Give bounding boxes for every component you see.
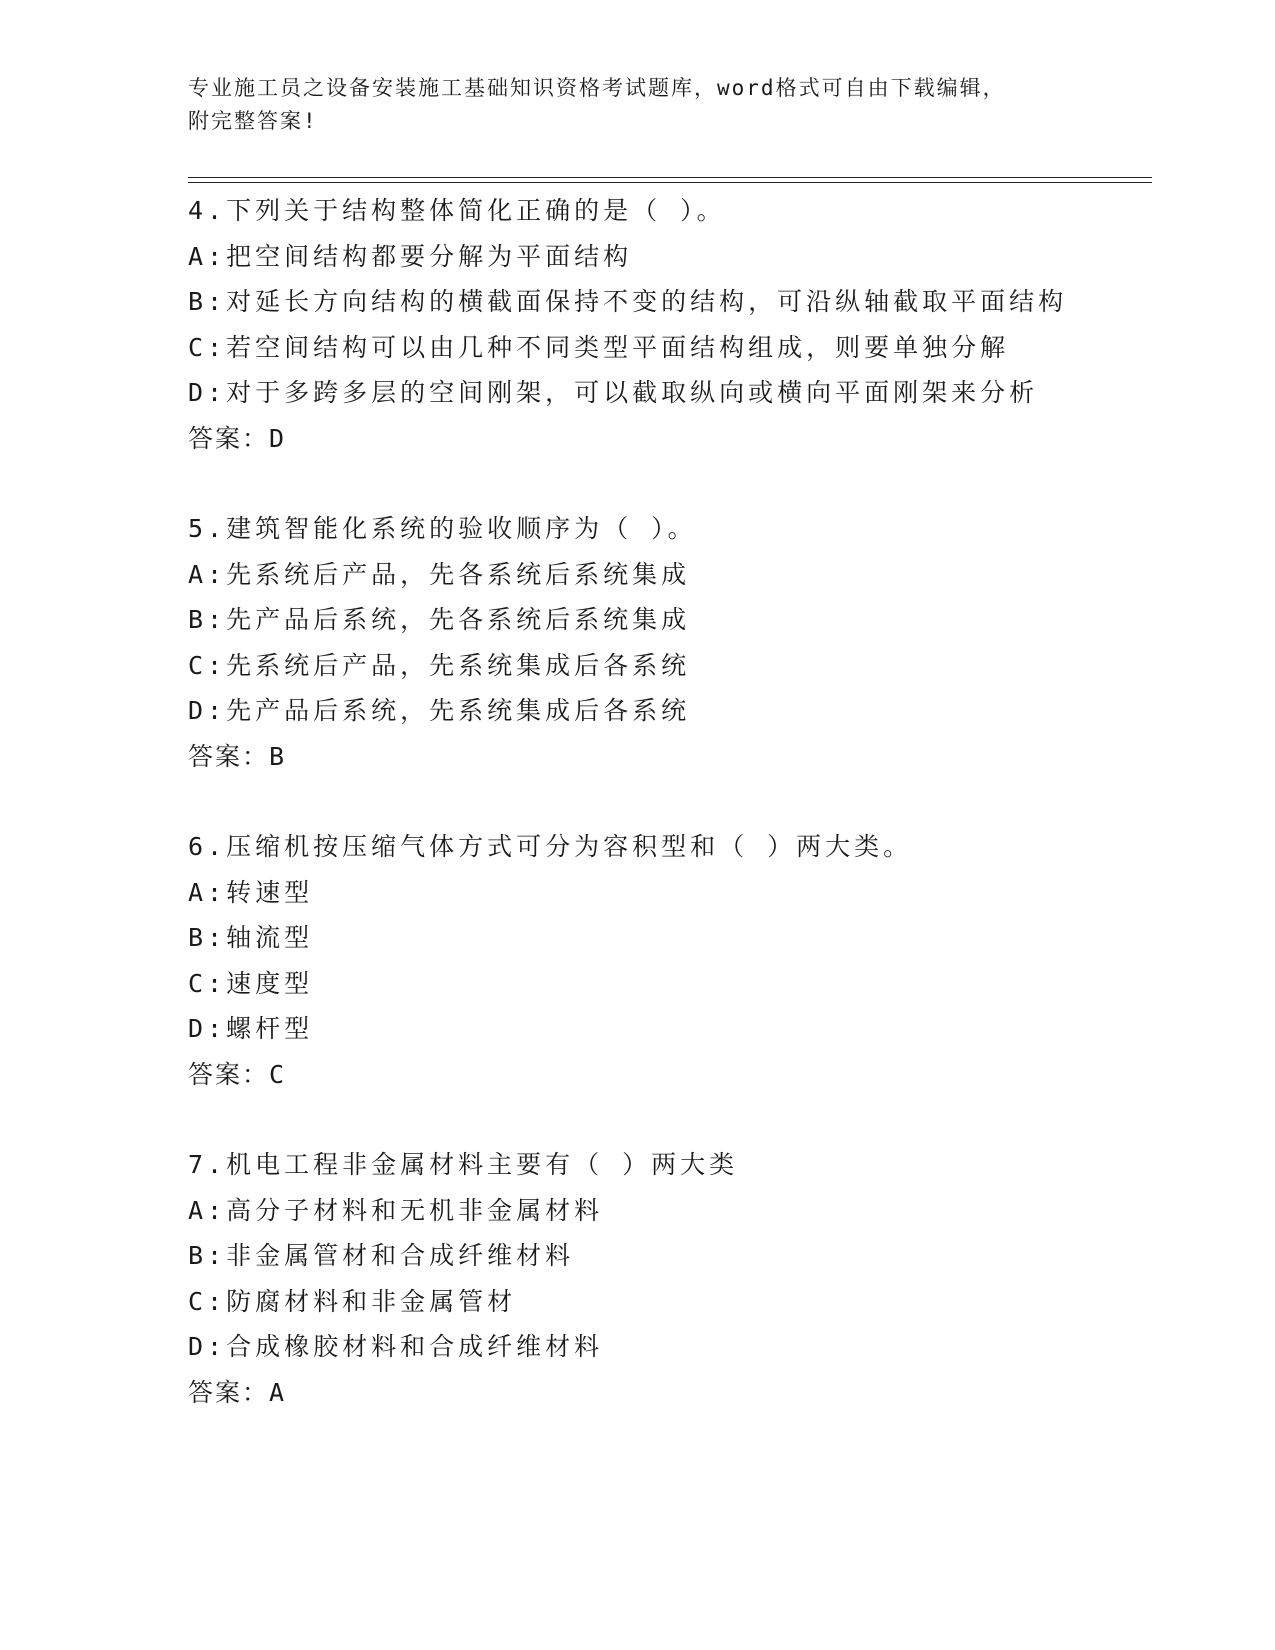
header-line-1: 专业施工员之设备安装施工基础知识资格考试题库，word格式可自由下载编辑， (188, 76, 1006, 100)
option-c: C:若空间结构可以由几种不同类型平面结构组成，则要单独分解 (188, 332, 1010, 362)
answer-label: 答案： (188, 1059, 270, 1089)
option-d: D:螺杆型 (188, 1014, 314, 1043)
header-line-2: 附完整答案! (188, 109, 318, 133)
answer-label: 答案： (188, 1377, 270, 1407)
question-list (188, 188, 1168, 1460)
question-stem: 4.下列关于结构整体简化正确的是（ ）。 (188, 196, 726, 225)
option-a: A:把空间结构都要分解为平面结构 (188, 241, 633, 271)
answer-line (188, 734, 1168, 780)
option-c: C:防腐材料和非金属管材 (188, 1286, 517, 1316)
answer-value: B (269, 741, 287, 771)
answer-label: 答案： (188, 741, 270, 771)
header-divider-bottom (188, 182, 1152, 183)
option-a: A:高分子材料和无机非金属材料 (188, 1195, 604, 1225)
question-stem: 7.机电工程非金属材料主要有（ ）两大类 (188, 1150, 739, 1179)
option-b: B:对延长方向结构的横截面保持不变的结构，可沿纵轴截取平面结构 (188, 287, 1068, 316)
answer-value: A (269, 1377, 287, 1407)
option-d: D:对于多跨多层的空间刚架，可以截取纵向或横向平面刚架来分析 (188, 378, 1039, 407)
answer-label: 答案： (188, 423, 270, 453)
answer-line (188, 1052, 1168, 1098)
answer-value: C (269, 1059, 287, 1089)
option-a: A:先系统后产品，先各系统后系统集成 (188, 559, 691, 589)
option-c: C:速度型 (188, 968, 314, 998)
option-d: D:先产品后系统，先系统集成后各系统 (188, 696, 691, 725)
option-c: C:先系统后产品，先系统集成后各系统 (188, 650, 691, 680)
answer-line (188, 416, 1168, 462)
option-b: B:轴流型 (188, 923, 314, 952)
answer-value: D (269, 423, 287, 453)
question-7 (188, 1142, 1168, 1415)
header-divider-top (188, 177, 1152, 178)
option-a: A:转速型 (188, 877, 314, 907)
question-6 (188, 824, 1168, 1097)
option-b: B:非金属管材和合成纤维材料 (188, 1241, 575, 1270)
answer-line (188, 1370, 1168, 1416)
document-header (188, 72, 1088, 138)
question-stem: 6.压缩机按压缩气体方式可分为容积型和（ ）两大类。 (188, 832, 913, 861)
option-d: D:合成橡胶材料和合成纤维材料 (188, 1332, 604, 1361)
question-stem: 5.建筑智能化系统的验收顺序为（ ）。 (188, 514, 697, 543)
question-5 (188, 506, 1168, 779)
option-b: B:先产品后系统，先各系统后系统集成 (188, 605, 691, 634)
question-4 (188, 188, 1168, 461)
